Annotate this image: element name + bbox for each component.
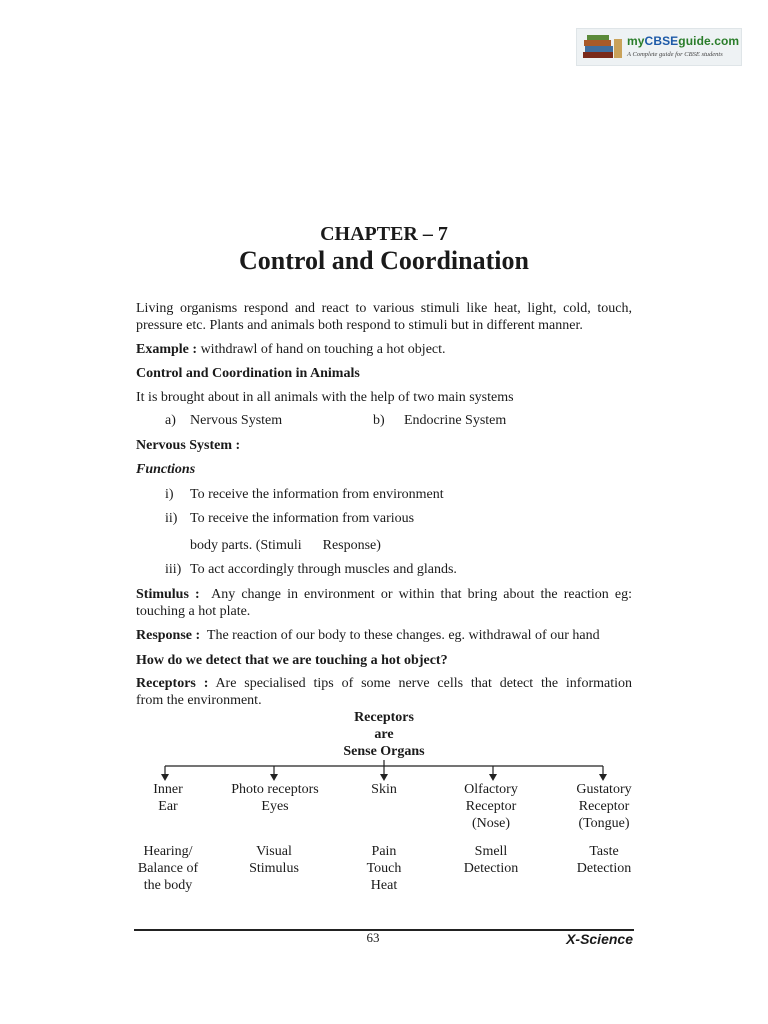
intro-line-2: pressure etc. Plants and animals both respond to stimuli but in different manner. xyxy=(136,318,583,333)
function-line: Taste xyxy=(589,844,619,859)
stimulus-label: Stimulus : xyxy=(136,587,200,602)
organ-name-line: Ear xyxy=(158,799,178,814)
arrow-down-icon xyxy=(599,766,607,781)
logo-tagline: A Complete guide for CBSE students xyxy=(627,51,723,58)
nervous-system-heading: Nervous System : xyxy=(136,438,241,453)
example-label: Example : xyxy=(136,342,198,357)
function-line: the body xyxy=(143,878,193,893)
response-text: The reaction of our body to these changes. eg. withdrawal of our hand xyxy=(200,628,600,643)
organ-gustatory xyxy=(554,781,654,832)
question-heading: How do we detect that we are touching a hot object? xyxy=(136,653,448,668)
function-text-1: To receive the information from environment xyxy=(190,487,444,502)
stimulus-line-2: touching a hot plate. xyxy=(136,604,251,619)
function-line: Balance of xyxy=(137,861,199,876)
chapter-title: Control and Coordination xyxy=(239,246,529,275)
stimulus-text: Any change in environment or within that bring about the reaction eg: xyxy=(199,587,633,602)
function-line: Stimulus xyxy=(249,861,299,876)
intro-line-1: Living organisms respond and react to various stimuli like heat, light, cold, touch, xyxy=(136,301,632,316)
function-line: Hearing/ xyxy=(143,844,193,859)
organ-name-line: Skin xyxy=(371,782,397,797)
system-marker-b: b) xyxy=(373,413,385,428)
organ-name-line: Inner xyxy=(153,782,183,797)
diagram-heading-2: are xyxy=(374,727,394,742)
organ-name-line: Photo receptors xyxy=(231,782,319,797)
response-label: Response : xyxy=(136,628,201,643)
function-marker-3: iii) xyxy=(165,562,182,577)
function-text-2: To receive the information from various xyxy=(190,511,415,526)
diagram-heading-1: Receptors xyxy=(354,710,414,725)
function-text-2-cont: body parts. (Stimuli Response) xyxy=(190,538,381,553)
function-visual xyxy=(224,843,324,877)
page-number: 63 xyxy=(366,930,380,945)
system-name-endocrine: Endocrine System xyxy=(404,413,507,428)
organ-inner-ear xyxy=(118,781,218,815)
organ-name-line: Eyes xyxy=(261,799,289,814)
organ-olfactory xyxy=(441,781,541,832)
organ-name-line: Receptor xyxy=(465,799,517,814)
receptors-label: Receptors : xyxy=(136,676,209,691)
system-name-nervous: Nervous System xyxy=(190,413,283,428)
functions-heading: Functions xyxy=(136,462,196,477)
function-line: Touch xyxy=(366,861,402,876)
section-heading-animals: Control and Coordination in Animals xyxy=(136,366,360,381)
function-text-3: To act accordingly through muscles and glands. xyxy=(190,562,457,577)
function-hearing xyxy=(118,843,218,894)
organ-name-line: Gustatory xyxy=(576,782,632,797)
function-taste xyxy=(554,843,654,877)
arrow-down-icon xyxy=(489,766,497,781)
receptors-text: Are specialised tips of some nerve cells that detect the information xyxy=(208,676,633,691)
receptors-line-2: from the environment. xyxy=(136,693,262,708)
function-marker-1: i) xyxy=(165,487,174,502)
function-smell xyxy=(441,843,541,877)
systems-intro: It is brought about in all animals with the help of two main systems xyxy=(136,390,514,405)
arrow-down-icon xyxy=(380,766,388,781)
function-line: Smell xyxy=(474,844,508,859)
arrow-down-icon xyxy=(270,766,278,781)
system-marker-a: a) xyxy=(165,413,176,428)
organ-photo-receptors xyxy=(224,781,326,815)
function-line: Pain xyxy=(371,844,397,859)
function-line: Detection xyxy=(463,861,519,876)
function-line: Heat xyxy=(370,878,398,893)
function-line: Visual xyxy=(256,844,292,859)
organ-name-line: Olfactory xyxy=(464,782,518,797)
function-line: Detection xyxy=(576,861,632,876)
arrow-down-icon xyxy=(161,766,169,781)
subject-label: X-Science xyxy=(566,931,633,947)
chapter-number: CHAPTER – 7 xyxy=(320,223,448,245)
organ-name-line: Receptor xyxy=(578,799,630,814)
organ-skin xyxy=(334,781,434,798)
diagram-heading-3: Sense Organs xyxy=(343,744,425,759)
organ-name-line: (Tongue) xyxy=(578,816,630,831)
logo-brand: myCBSEguide.com xyxy=(627,34,740,48)
organ-name-line: (Nose) xyxy=(471,816,511,831)
function-touch xyxy=(334,843,434,894)
function-marker-2: ii) xyxy=(165,511,178,526)
example-text: withdrawl of hand on touching a hot object. xyxy=(197,342,446,357)
